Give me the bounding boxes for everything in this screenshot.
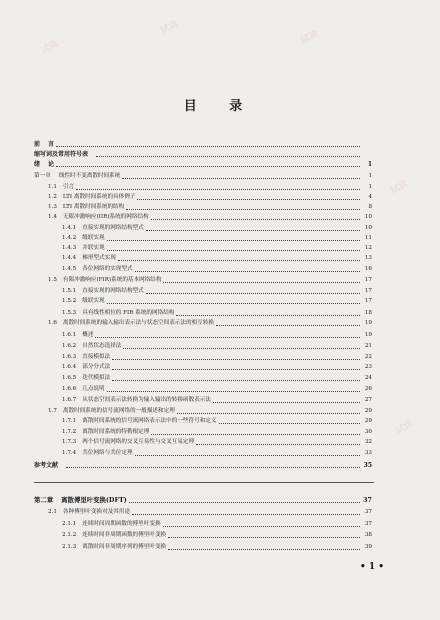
dot-leader: [129, 501, 360, 503]
toc-entry: [62, 234, 372, 243]
toc-entry-number: 1.6.5: [62, 375, 77, 381]
toc-entry-title: 各位网络的实现型式: [82, 266, 133, 272]
toc-entry: [62, 531, 372, 540]
toc-entry: [48, 183, 372, 192]
toc-entry-number: 2.1.3: [62, 544, 77, 550]
dot-leader: [107, 249, 360, 251]
toc-entry: [62, 331, 372, 340]
toc-entry-title: 概述: [82, 332, 94, 338]
toc-entry: [62, 353, 372, 362]
toc-entry-page: 13: [364, 255, 372, 261]
dot-leader: [56, 165, 360, 167]
toc-entry: [48, 276, 372, 285]
toc-entry-title: 直接实现的网络结构型式: [82, 225, 144, 231]
toc-entry-page: 22: [364, 354, 372, 360]
dot-leader: [213, 401, 360, 403]
toc-entry-number: 1.6.4: [62, 364, 77, 370]
toc-entry-title: 级联实现: [82, 298, 105, 304]
toc-entry-title: 自然状态选择法: [82, 343, 122, 349]
toc-entry-page: 30: [364, 429, 372, 435]
toc-entry-title: 连续时间周期函数的傅里叶变换: [82, 521, 161, 527]
toc-entry-number: 1.7.4: [62, 450, 77, 456]
toc-entry-title: 离散傅里叶变换(DFT): [61, 496, 127, 504]
dot-leader: [168, 536, 360, 538]
toc-entry-page: 19: [364, 332, 372, 338]
toc-entry-number: 2.1.2: [62, 532, 77, 538]
toc-entry: [62, 244, 372, 253]
toc-entry-number: 1.2: [48, 194, 57, 200]
dot-leader: [151, 218, 360, 220]
watermark: 试读: [159, 19, 181, 37]
toc-entry-number: 1.6.7: [62, 397, 77, 403]
toc-entry-number: 1.3: [48, 204, 57, 210]
toc-entry: [62, 363, 372, 372]
toc-entry: [48, 407, 372, 416]
toc-entry: [62, 265, 372, 274]
toc-entry-number: 1.4.5: [62, 266, 77, 272]
toc-entry: [34, 496, 372, 505]
toc-entry: [48, 319, 372, 328]
toc-entry: [48, 203, 372, 212]
toc-entry: [62, 449, 372, 458]
toc-entry-number: 缩写词及常用符号表: [34, 151, 89, 158]
toc-entry-title: 共位网络与共位定理: [82, 450, 133, 456]
toc-entry-page: 24: [364, 375, 372, 381]
toc-entry-number: 1.5.1: [62, 288, 77, 294]
page-number: • 1 •: [360, 562, 385, 572]
dot-leader: [135, 270, 360, 272]
toc-entry-title: 引言: [62, 184, 75, 190]
toc-entry: [34, 160, 372, 169]
dot-leader: [56, 145, 360, 147]
toc-entry: [62, 417, 372, 426]
toc-entry: [34, 150, 372, 159]
toc-entry-page: 21: [364, 343, 372, 349]
toc-entry-page: 1: [368, 173, 372, 179]
toc-entry-number: 1.6.6: [62, 386, 77, 392]
toc-entry-title: 各种傅里叶变换对及其用途: [62, 509, 131, 515]
divider: [34, 482, 374, 483]
toc-entry-page: 29: [364, 408, 372, 414]
dot-leader: [123, 347, 360, 349]
toc-entry: [62, 520, 372, 529]
toc-entry-number: 绪: [34, 161, 41, 168]
toc-entry-title: 几点说明: [82, 386, 105, 392]
toc-entry-title: 部分分式法: [82, 364, 111, 370]
toc-entry-number: 1.1: [48, 184, 57, 190]
dot-leader: [151, 433, 360, 435]
toc-entry-number: 1.4.3: [62, 245, 77, 251]
toc-entry-number: 1.6.1: [62, 332, 77, 338]
toc-entry: [62, 287, 372, 296]
toc-entry-number: 1.7: [48, 408, 57, 414]
toc-entry-page: 29: [364, 418, 372, 424]
toc-entry: [34, 461, 372, 470]
toc-entry: [34, 172, 372, 181]
dot-leader: [196, 443, 360, 445]
dot-leader: [216, 324, 360, 326]
toc-entry-page: 8: [368, 204, 372, 210]
toc-entry: [62, 428, 372, 437]
dot-leader: [163, 525, 360, 527]
toc-entry-title: 有限冲激响应(FIR)系统的基本网络结构: [62, 277, 162, 283]
toc-entry-number: 1.5: [48, 277, 57, 283]
toc-entry-page: 12: [364, 245, 372, 251]
toc-entry-title: 离散时间系统的特勒根定理: [82, 429, 150, 435]
dot-leader: [135, 454, 360, 456]
toc-entry: [62, 309, 372, 318]
page-title: 目 录: [183, 99, 257, 114]
toc-entry-page: 27: [364, 397, 372, 403]
toc-entry: [62, 224, 372, 233]
toc-entry-number: 1.5.3: [62, 310, 77, 316]
toc-entry-number: 1.7.3: [62, 439, 77, 445]
toc-entry-title: 离散时间系统的信号流网络表示法中的一些符号和定义: [82, 418, 217, 424]
toc-entry: [62, 385, 372, 394]
dot-leader: [107, 390, 360, 392]
toc-entry-number: 1.4.1: [62, 225, 77, 231]
toc-entry-page: 38: [364, 532, 372, 538]
dot-leader: [168, 548, 360, 550]
toc-entry: [48, 508, 372, 517]
dot-leader: [112, 358, 360, 360]
toc-entry: [62, 297, 372, 306]
toc-entry-number: 参考文献: [34, 462, 59, 469]
toc-entry-page: 37: [364, 521, 372, 527]
dot-leader: [132, 513, 360, 515]
toc-entry-number: 第一章: [34, 173, 51, 179]
toc-entry-page: 23: [364, 364, 372, 370]
toc-entry-number: 1.4.2: [62, 235, 77, 241]
toc-entry-page: 16: [364, 266, 372, 272]
toc-entry-title: 连续时间非周期函数的傅里叶变换: [82, 532, 167, 538]
toc-entry-page: 26: [364, 386, 372, 392]
dot-leader: [177, 412, 360, 414]
dot-leader: [118, 259, 360, 261]
dot-leader: [107, 239, 360, 241]
toc-entry-number: 1.7.2: [62, 429, 77, 435]
toc-entry-title: 言: [48, 141, 55, 148]
toc-entry-title: 具有线性相位的 FIR 系统的网络结构: [82, 310, 175, 316]
toc-entry-page: 1: [368, 184, 372, 190]
dot-leader: [66, 466, 360, 468]
watermark: 试读: [299, 29, 321, 47]
dot-leader: [137, 198, 360, 200]
dot-leader: [146, 292, 360, 294]
toc-entry-number: 2.1.1: [62, 521, 77, 527]
toc-entry-title: LTI 离散时间系统的具体例子: [62, 194, 136, 200]
toc-entry-page: 18: [364, 310, 372, 316]
toc-entry-number: 1.6.2: [62, 343, 77, 349]
toc-entry: [62, 254, 372, 263]
toc-entry-title: 离散时间非周期序列的傅里叶变换: [82, 544, 167, 550]
toc-entry-page: 32: [364, 439, 372, 445]
dot-leader: [112, 368, 360, 370]
toc-entry-page: 11: [364, 235, 372, 241]
toc-entry-page: 35: [363, 462, 372, 469]
toc-entry-title: LTI 离散时间系统的结构: [62, 204, 125, 210]
toc-entry-title: 两个信号流网络的交叉互易性与交叉互易定理: [82, 439, 195, 445]
toc-entry-number: 1.6.3: [62, 354, 77, 360]
toc-entry-page: 10: [364, 214, 372, 220]
toc-entry-number: 1.4: [48, 214, 57, 220]
toc-entry-title: 离散时间系统的信号流网络的一般描述和定理: [62, 408, 175, 414]
dot-leader: [219, 422, 361, 424]
toc-entry-title: 从状态空间表示法转换为输入输出的转移函数表示法: [82, 397, 211, 403]
toc-entry-page: 37: [363, 496, 372, 504]
watermark: 试读: [389, 179, 411, 197]
toc-entry: [48, 213, 372, 222]
dot-leader: [112, 379, 360, 381]
toc-entry-page: 33: [364, 450, 372, 456]
toc-entry-title: 梯形型式实现: [82, 255, 116, 261]
toc-entry-number: 2.1: [48, 509, 57, 515]
toc-entry: [62, 396, 372, 405]
toc-entry-title: 级联实现: [82, 235, 105, 241]
toc-entry-title: 并联实现: [82, 245, 105, 251]
dot-leader: [176, 314, 360, 316]
toc-entry-number: 第二章: [34, 496, 54, 504]
dot-leader: [96, 155, 360, 157]
toc-entry-page: 19: [364, 320, 372, 326]
toc-entry-title: 线性时不变离散时间系统: [58, 173, 121, 179]
toc-entry-title: 离散时间系统的输入输出表示法与状态空间表示法的相互转换: [62, 320, 214, 326]
toc-entry-number: 1.6: [48, 320, 57, 326]
toc-entry-page: 4: [368, 194, 372, 200]
dot-leader: [163, 281, 360, 283]
toc-entry-page: 10: [364, 225, 372, 231]
toc-entry-number: 1.5.2: [62, 298, 77, 304]
dot-leader: [76, 188, 360, 190]
toc-entry-title: 迭代模拟法: [82, 375, 111, 381]
toc-entry: [62, 342, 372, 351]
dot-leader: [122, 177, 360, 179]
toc-entry-number: 前: [34, 141, 41, 148]
dot-leader: [146, 229, 360, 231]
toc-entry-page: 39: [364, 544, 372, 550]
toc-entry-number: 1.4.4: [62, 255, 77, 261]
watermark: 试读: [39, 39, 61, 57]
toc-entry-title: 无限冲激响应(IIR)系统的网络结构: [62, 214, 149, 220]
toc-entry-page: 1: [367, 161, 372, 168]
dot-leader: [107, 302, 360, 304]
toc-entry: [62, 374, 372, 383]
toc-entry-title: 直接实现的网络结构型式: [82, 288, 144, 294]
toc-entry-number: 1.7.1: [62, 418, 77, 424]
toc-entry-title: 论: [48, 161, 55, 168]
toc-entry: [48, 193, 372, 202]
toc-entry-page: 17: [364, 298, 372, 304]
dot-leader: [126, 208, 360, 210]
toc-entry-page: 17: [364, 288, 372, 294]
toc-entry-page: 17: [364, 277, 372, 283]
toc-entry: [62, 543, 372, 552]
toc-entry-title: 直接模拟法: [82, 354, 111, 360]
dot-leader: [95, 336, 360, 338]
watermark: 试读: [394, 419, 416, 437]
toc-entry-page: 37: [364, 509, 372, 515]
toc-entry: [34, 140, 372, 149]
toc-entry: [62, 438, 372, 447]
